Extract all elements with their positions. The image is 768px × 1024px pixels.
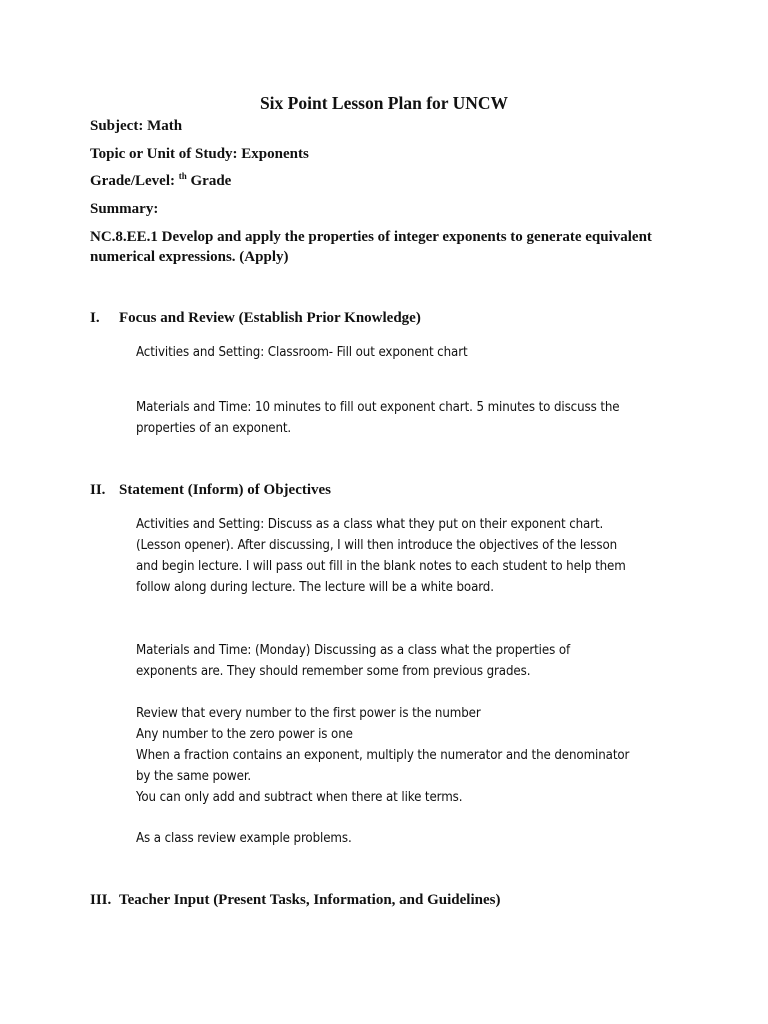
paragraph-line: (Lesson opener). After discussing, I will then introduce the objectives of the lesson — [136, 538, 618, 553]
paragraph-line: When a fraction contains an exponent, multiply the numerator and the denominator — [136, 748, 630, 763]
section-1-materials — [136, 397, 696, 439]
summary-label: Summary: — [90, 201, 159, 217]
paragraph-line: You can only add and subtract when there at like terms. — [136, 790, 463, 805]
section-number: III. — [90, 892, 112, 908]
section-2-heading — [90, 482, 331, 499]
section-title: Statement (Inform) of Objectives — [119, 482, 332, 498]
grade-prefix: Grade/Level: — [90, 173, 179, 189]
section-3-heading — [90, 892, 500, 909]
subject-line: Subject: Math — [90, 118, 183, 134]
section-title: Teacher Input (Present Tasks, Information, and Guidelines) — [119, 892, 501, 908]
section-title: Focus and Review (Establish Prior Knowledge) — [119, 310, 421, 326]
paragraph-line: Activities and Setting: Discuss as a class what they put on their exponent chart. — [136, 517, 604, 532]
paragraph-line: follow along during lecture. The lecture will be a white board. — [136, 580, 494, 595]
standard-line: NC.8.EE.1 Develop and apply the properties of integer exponents to generate equivalent — [90, 229, 652, 245]
paragraph-line: Materials and Time: (Monday) Discussing as a class what the properties of — [136, 643, 571, 658]
section-1-heading — [90, 310, 421, 327]
paragraph-line: by the same power. — [136, 769, 252, 784]
paragraph-line: properties of an exponent. — [136, 421, 292, 436]
paragraph-line: exponents are. They should remember some from previous grades. — [136, 664, 531, 679]
section-2-review — [136, 703, 696, 808]
document-title: Six Point Lesson Plan for UNCW — [259, 93, 509, 113]
standard-text — [90, 227, 690, 267]
section-1-activities — [136, 342, 696, 363]
section-number: II. — [90, 482, 106, 498]
section-2-example — [136, 828, 696, 849]
paragraph-line: Activities and Setting: Classroom- Fill out exponent chart — [136, 345, 468, 360]
paragraph-line: Review that every number to the first power is the number — [136, 706, 481, 721]
grade-suffix: Grade — [186, 173, 232, 189]
section-number: I. — [90, 310, 100, 326]
paragraph-line: As a class review example problems. — [136, 831, 352, 846]
topic-line: Topic or Unit of Study: Exponents — [90, 146, 309, 162]
paragraph-line: Materials and Time: 10 minutes to fill out exponent chart. 5 minutes to discuss the — [136, 400, 620, 415]
grade-superscript: th — [178, 171, 187, 181]
section-2-materials — [136, 640, 696, 682]
grade-line — [90, 173, 231, 190]
section-2-activities — [136, 514, 696, 598]
paragraph-line: and begin lecture. I will pass out fill in the blank notes to each student to help them — [136, 559, 626, 574]
paragraph-line: Any number to the zero power is one — [136, 727, 353, 742]
standard-line: numerical expressions. (Apply) — [90, 249, 289, 265]
